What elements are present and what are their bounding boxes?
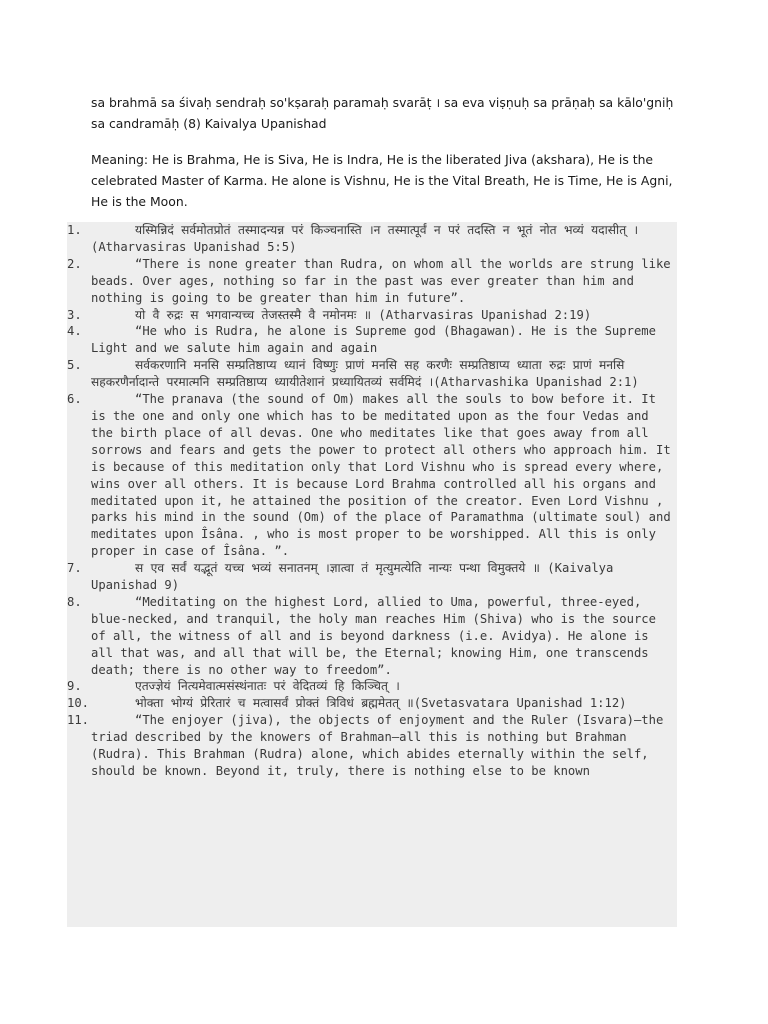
list-item xyxy=(67,307,677,324)
item-number: 9. xyxy=(67,679,82,694)
item-number: 6. xyxy=(67,392,82,407)
item-text: “There is none greater than Rudra, on whom all the worlds are strung like beads. Over ages, nothing so far in the past was ever greater than him and nothing is going to be greater than him in future”. xyxy=(91,256,671,305)
item-number: 7. xyxy=(67,561,82,576)
list-item xyxy=(67,695,677,712)
list-item xyxy=(67,357,677,391)
numbered-quotations-block xyxy=(67,222,677,927)
item-text: यस्मिन्निदं सर्वमोतप्रोतं तस्मादन्यन्न परं किञ्चनास्ति ।न तस्मात्पूर्वं न परं तदस्ति न भूतं नोत भव्यं यदासीत् । (Atharvasiras Upanishad 5:5) xyxy=(91,223,639,254)
list-item xyxy=(67,323,677,357)
item-text: एतज्ज्ञेयं नित्यमेवात्मसंस्थंनातः परं वेदितव्यं हि किञ्चित् । xyxy=(135,679,400,694)
item-text: “He who is Rudra, he alone is Supreme god (Bhagawan). He is the Supreme Light and we salute him again and again xyxy=(91,324,656,356)
item-text: “The pranava (the sound of Om) makes all the souls to bow before it. It is the one and only one which has to be meditated upon as the four Vedas and the birth place of all devas. One who meditates like that goes away from all sorrows and fears and gets the power to protect all others who approach him. It is because of this meditation only that Lord Vishnu who is spread every where, wins over all others. It is because Lord Brahma controlled all his organs and meditated upon it, he attained the position of the creator. Even Lord Vishnu , parks his mind in the sound (Om) of the place of Paramathma (ultimate soul) and meditates upon Îsâna. , who is most proper to be worshipped. All this is only proper in case of Îsâna. ”. xyxy=(91,392,671,559)
item-number: 10. xyxy=(67,696,90,711)
item-number: 8. xyxy=(67,594,82,609)
list-item xyxy=(67,712,677,780)
list-item xyxy=(67,391,677,560)
list-item xyxy=(67,678,677,695)
item-number: 3. xyxy=(67,307,82,322)
item-number: 5. xyxy=(67,358,82,373)
item-number: 4. xyxy=(67,324,82,339)
item-number: 11. xyxy=(67,713,90,728)
verse-meaning: Meaning: He is Brahma, He is Siva, He is Indra, He is the liberated Jiva (akshara), He is the celebrated Master of Karma. He alone is Vishnu, He is the Vital Breath, He is Time, He is Agni, He is the Moon. xyxy=(91,152,673,209)
item-text: स एव सर्वं यद्भूतं यच्च भव्यं सनातनम् ।ज्ञात्वा तं मृत्युमत्येति नान्यः पन्था विमुक्तये ॥ (Kaivalya Upanishad 9) xyxy=(91,561,614,593)
list-item xyxy=(67,222,677,256)
list-item xyxy=(67,256,677,307)
item-text: भोक्ता भोग्यं प्रेरितारं च मत्वासर्वं प्रोक्तं त्रिविधं ब्रह्ममेतत् ॥(Svetasvatara Upanishad 1:12) xyxy=(135,696,627,711)
item-number: 2. xyxy=(67,256,82,271)
item-number: 1. xyxy=(67,223,82,237)
list-item xyxy=(67,560,677,594)
list-item xyxy=(67,594,677,679)
item-text: यो वै रुद्रः स भगवान्यच्च तेजस्तस्मै वै नमोनमः ॥ (Atharvasiras Upanishad 2:19) xyxy=(135,307,592,322)
item-text: “The enjoyer (jiva), the objects of enjoyment and the Ruler (Isvara)—the triad described by the knowers of Brahman—all this is nothing but Brahman (Rudra). This Brahman (Rudra) alone, which abides eternally within the self, should be known. Beyond it, truly, there is nothing else to be known xyxy=(91,713,664,778)
item-text: “Meditating on the highest Lord, allied to Uma, powerful, three-eyed, blue-necked, and tranquil, the holy man reaches Him (Shiva) who is the source of all, the witness of all and is beyond darkness (i.e. Avidya). He alone is all that was, and all that will be, the Eternal; knowing Him, one transcends death; there is no other way to freedom”. xyxy=(91,594,656,677)
item-text: सर्वकरणानि मनसि सम्प्रतिष्ठाप्य ध्यानं विष्णुः प्राणं मनसि सह करणैः सम्प्रतिष्ठाप्य ध्याता रुद्रः प्राणं मनसि सहकरणैर्नादान्ते परमात्मनि सम्प्रतिष्ठाप्य ध्यायीतेशानं प्रध्यायितव्यं सर्वमिदं ।(Atharvashika Upanishad 2:1) xyxy=(91,358,639,390)
sanskrit-verse-transliteration: sa brahmā sa śivaḥ sendraḥ so'kṣaraḥ paramaḥ svarāṭ । sa eva viṣṇuḥ sa prāṇaḥ sa kālo'gniḥ sa candramāḥ (8) Kaivalya Upanishad xyxy=(91,95,674,131)
